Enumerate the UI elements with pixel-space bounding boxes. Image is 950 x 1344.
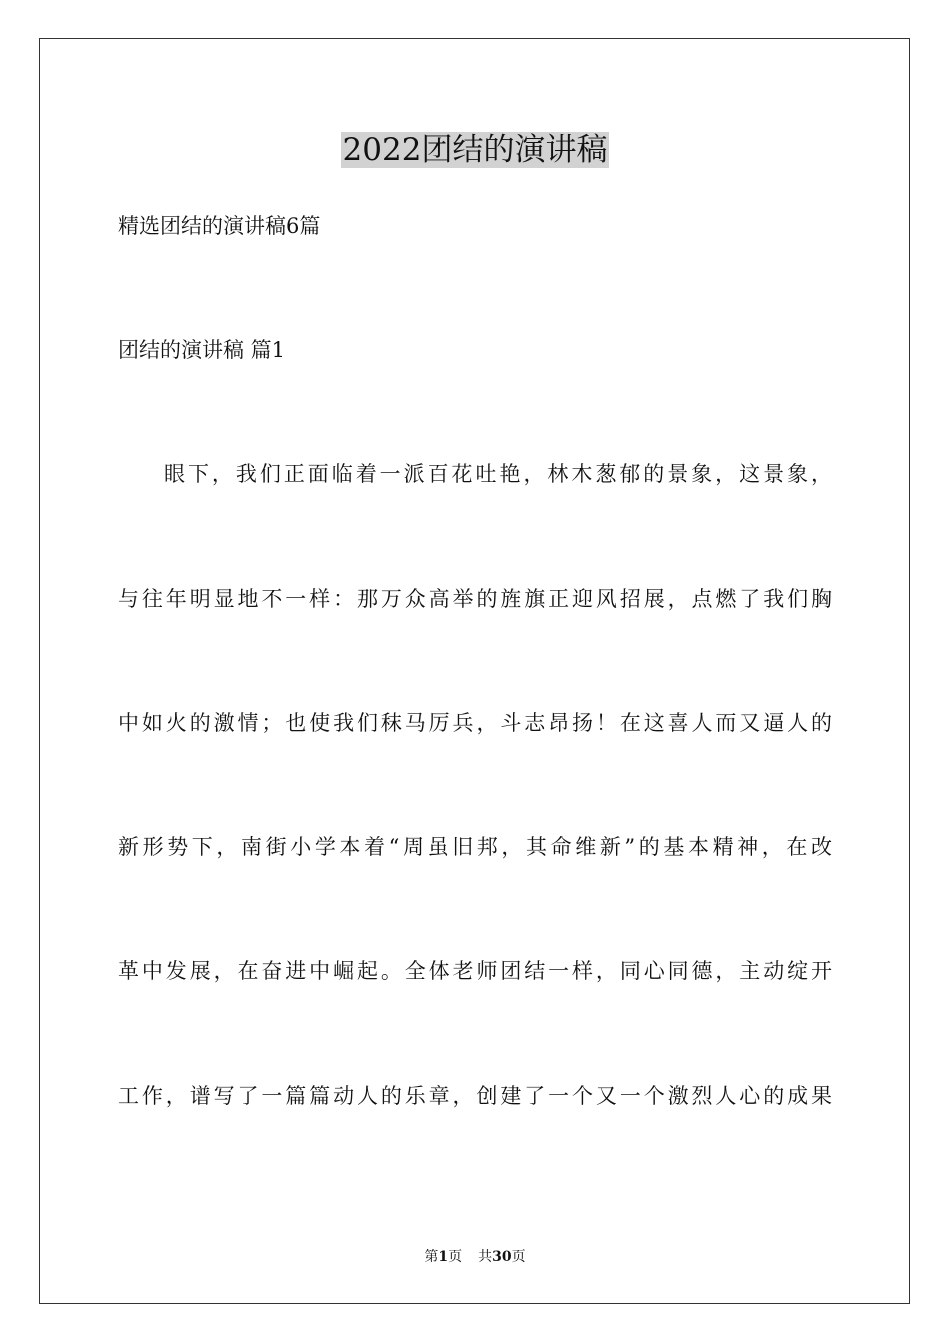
document-title-text: 2022团结的演讲稿	[342, 132, 608, 168]
footer-total-suffix: 页	[511, 1249, 526, 1265]
paragraph-line: 工作，谱写了一篇篇动人的乐章，创建了一个又一个激烈人心的成果	[118, 1084, 832, 1108]
footer-page-number: 1	[438, 1249, 449, 1265]
paragraph-line: 革中发展，在奋进中崛起。全体老师团结一样，同心同德，主动绽开	[118, 959, 832, 983]
paragraph-line: 新形势下，南街小学本着“周虽旧邦，其命维新”的基本精神，在改	[118, 835, 832, 859]
document-subtitle: 精选团结的演讲稿6篇	[118, 214, 321, 238]
paragraph-line: 眼下，我们正面临着一派百花吐艳，林木葱郁的景象，这景象，	[164, 462, 832, 486]
page-footer	[0, 1247, 950, 1267]
footer-total-prefix: 共	[478, 1249, 493, 1265]
paragraph-line: 与往年明显地不一样：那万众高举的旌旗正迎风招展，点燃了我们胸	[118, 587, 832, 611]
footer-total-pages: 30	[492, 1249, 512, 1265]
paragraph-line: 中如火的激情；也使我们秣马厉兵，斗志昂扬！在这喜人而又逼人的	[118, 711, 832, 735]
footer-page-suffix: 页	[448, 1249, 463, 1265]
footer-page-prefix: 第	[424, 1249, 439, 1265]
section-heading: 团结的演讲稿 篇1	[118, 338, 286, 362]
document-title	[0, 128, 950, 172]
